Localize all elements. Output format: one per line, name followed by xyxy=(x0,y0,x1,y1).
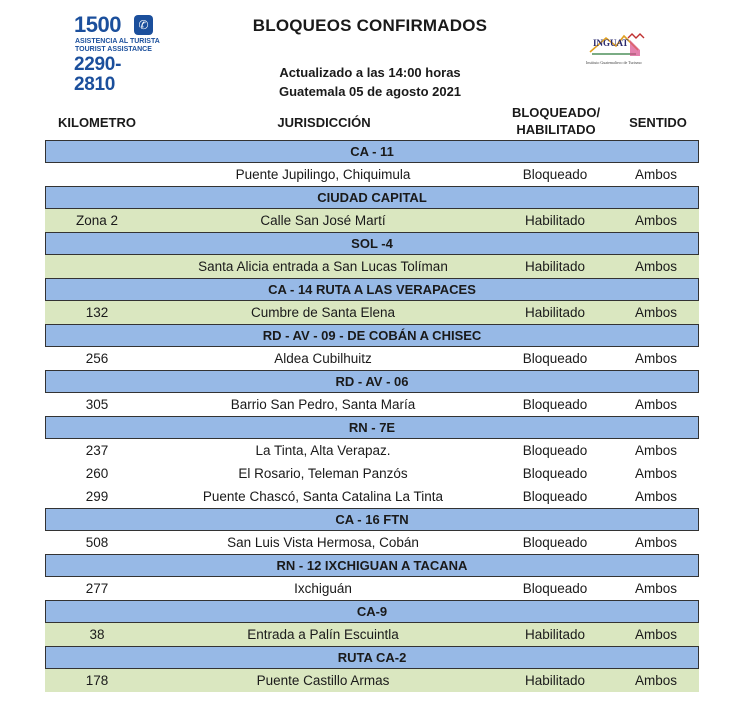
section-header-row: RD - AV - 06 xyxy=(45,370,699,393)
cell-sentido: Ambos xyxy=(634,673,678,688)
table-row xyxy=(45,347,699,370)
table-row xyxy=(45,209,699,232)
column-header-estado-line2: HABILITADO xyxy=(516,122,596,137)
cell-km: 260 xyxy=(85,466,109,481)
cell-estado: Bloqueado xyxy=(522,581,588,596)
logo-phone-number: 2290-2810 xyxy=(74,54,122,95)
logo-number: 1500 xyxy=(74,12,121,37)
cell-km: 132 xyxy=(85,305,109,320)
cell-estado: Habilitado xyxy=(524,305,586,320)
table-row xyxy=(45,255,699,278)
cell-jurisdiccion: Calle San José Martí xyxy=(260,213,386,228)
phone-icon: ✆ xyxy=(134,15,153,35)
section-header-row: RN - 7E xyxy=(45,416,699,439)
table-row xyxy=(45,462,699,485)
section-header-row: CA-9 xyxy=(45,600,699,623)
table-row xyxy=(45,531,699,554)
section-header-row: RD - AV - 09 - DE COBÁN A CHISEC xyxy=(45,324,699,347)
cell-jurisdiccion: Entrada a Palín Escuintla xyxy=(247,627,399,642)
update-time: Actualizado a las 14:00 horas xyxy=(279,65,461,80)
logo-line-english: TOURIST ASSISTANCE xyxy=(75,46,152,53)
page-title: BLOQUEOS CONFIRMADOS xyxy=(252,16,488,35)
cell-sentido: Ambos xyxy=(634,305,678,320)
tourist-assistance-logo xyxy=(74,12,160,95)
cell-estado: Bloqueado xyxy=(522,443,588,458)
cell-estado: Habilitado xyxy=(524,213,586,228)
column-header-km: KILOMETRO xyxy=(58,115,136,130)
inguat-subtitle: Instituto Guatemalteco de Turismo xyxy=(586,60,642,65)
section-header-row: RN - 12 IXCHIGUAN A TACANA xyxy=(45,554,699,577)
inguat-name: INGUAT xyxy=(593,38,629,48)
section-header-row: SOL -4 xyxy=(45,232,699,255)
cell-estado: Bloqueado xyxy=(522,397,588,412)
cell-jurisdiccion: San Luis Vista Hermosa, Cobán xyxy=(227,535,419,550)
cell-estado: Bloqueado xyxy=(522,489,588,504)
cell-jurisdiccion: Barrio San Pedro, Santa María xyxy=(230,397,416,412)
cell-jurisdiccion: El Rosario, Teleman Panzós xyxy=(238,466,408,481)
cell-sentido: Ambos xyxy=(634,397,678,412)
cell-estado: Habilitado xyxy=(524,673,586,688)
column-header-estado-line1: BLOQUEADO/ xyxy=(511,105,601,120)
cell-jurisdiccion: Puente Castillo Armas xyxy=(256,673,390,688)
cell-jurisdiccion: Santa Alicia entrada a San Lucas Tolíman xyxy=(198,259,448,274)
section-header-row: RUTA CA-2 xyxy=(45,646,699,669)
cell-km: Zona 2 xyxy=(75,213,119,228)
cell-sentido: Ambos xyxy=(634,535,678,550)
blockade-table xyxy=(45,140,699,692)
cell-km: 299 xyxy=(85,489,109,504)
cell-estado: Bloqueado xyxy=(522,351,588,366)
cell-jurisdiccion: Cumbre de Santa Elena xyxy=(250,305,396,320)
table-row xyxy=(45,669,699,692)
column-header-jurisdiccion: JURISDICCIÓN xyxy=(277,115,371,130)
cell-jurisdiccion: La Tinta, Alta Verapaz. xyxy=(255,443,391,458)
table-row xyxy=(45,623,699,646)
cell-estado: Bloqueado xyxy=(522,466,588,481)
table-row xyxy=(45,485,699,508)
cell-sentido: Ambos xyxy=(634,259,678,274)
column-header-estado xyxy=(498,104,614,138)
table-row xyxy=(45,439,699,462)
logo-line-spanish: ASISTENCIA AL TURISTA xyxy=(75,38,160,45)
cell-jurisdiccion: Puente Jupilingo, Chiquimula xyxy=(235,167,411,182)
section-header-row: CA - 14 RUTA A LAS VERAPACES xyxy=(45,278,699,301)
cell-km: 237 xyxy=(85,443,109,458)
cell-jurisdiccion: Aldea Cubilhuitz xyxy=(274,351,372,366)
inguat-logo xyxy=(586,32,656,74)
cell-sentido: Ambos xyxy=(634,489,678,504)
cell-sentido: Ambos xyxy=(634,466,678,481)
table-row xyxy=(45,163,699,186)
cell-km: 277 xyxy=(85,581,109,596)
cell-sentido: Ambos xyxy=(634,443,678,458)
cell-sentido: Ambos xyxy=(634,351,678,366)
cell-sentido: Ambos xyxy=(634,627,678,642)
update-date: Guatemala 05 de agosto 2021 xyxy=(278,84,462,99)
table-row xyxy=(45,393,699,416)
cell-jurisdiccion: Ixchiguán xyxy=(294,581,352,596)
cell-jurisdiccion: Puente Chascó, Santa Catalina La Tinta xyxy=(202,489,444,504)
cell-km: 508 xyxy=(85,535,109,550)
cell-sentido: Ambos xyxy=(634,581,678,596)
table-row xyxy=(45,301,699,324)
column-header-sentido: SENTIDO xyxy=(629,115,687,130)
cell-sentido: Ambos xyxy=(634,213,678,228)
cell-estado: Habilitado xyxy=(524,627,586,642)
cell-km: 305 xyxy=(85,397,109,412)
section-header-row: CA - 11 xyxy=(45,140,699,163)
cell-estado: Habilitado xyxy=(524,259,586,274)
section-header-row: CIUDAD CAPITAL xyxy=(45,186,699,209)
cell-km: 256 xyxy=(85,351,109,366)
table-row xyxy=(45,577,699,600)
cell-km: 38 xyxy=(89,627,105,642)
cell-estado: Bloqueado xyxy=(522,167,588,182)
cell-estado: Bloqueado xyxy=(522,535,588,550)
section-header-row: CA - 16 FTN xyxy=(45,508,699,531)
cell-sentido: Ambos xyxy=(634,167,678,182)
cell-km: 178 xyxy=(85,673,109,688)
